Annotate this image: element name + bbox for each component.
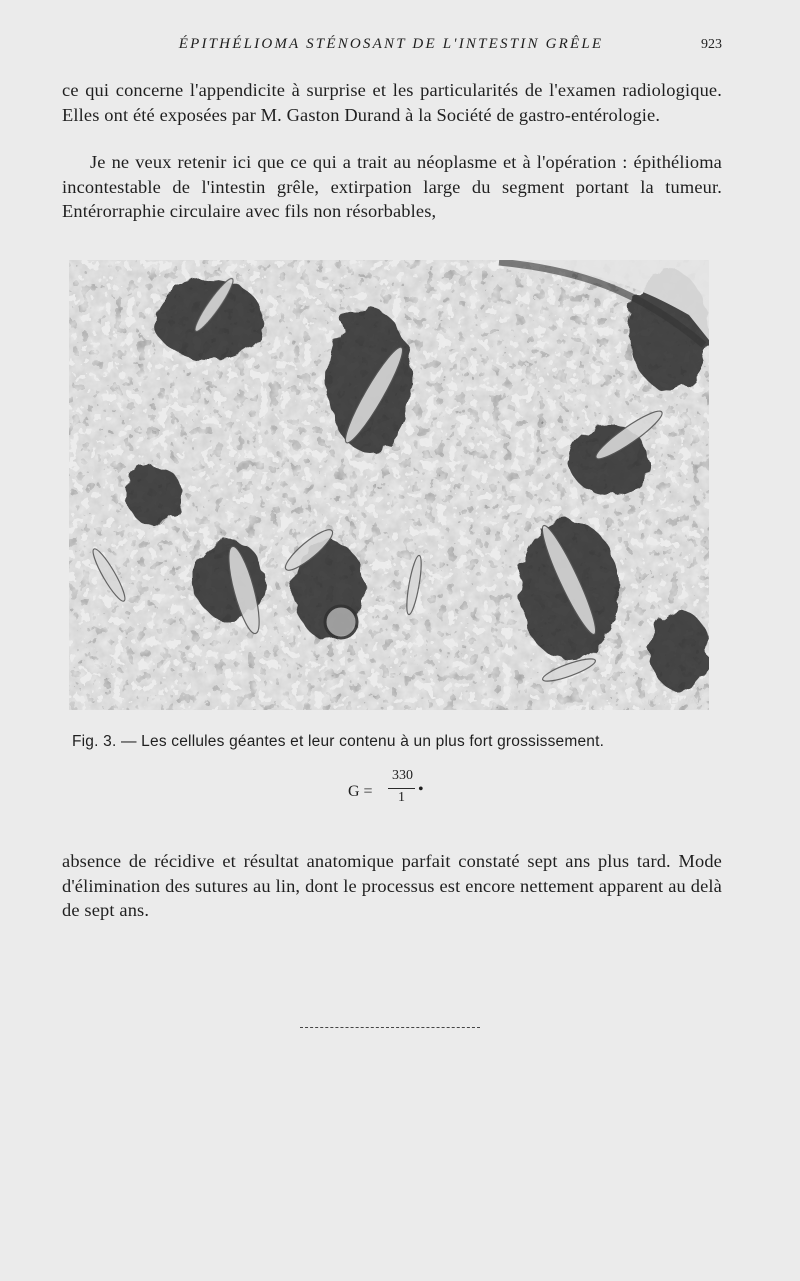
paragraph-3-text: absence de récidive et résultat anatomique parfait constaté sept ans plus tard. Mode d'élimination des sutures au lin, dont le processus est encore nettement apparent au delà de sept ans. — [62, 851, 722, 920]
section-end-rule — [300, 1027, 480, 1028]
formula-denominator: 1 — [398, 790, 405, 805]
running-title: ÉPITHÉLIOMA STÉNOSANT DE L'INTESTIN GRÊLE — [178, 36, 604, 52]
figure-caption: Fig. 3. — Les cellules géantes et leur contenu à un plus fort grossissement. — [72, 733, 605, 750]
paragraph-3 — [62, 849, 722, 923]
formula-numerator: 330 — [392, 768, 413, 783]
running-header — [60, 36, 722, 58]
paragraph-1 — [62, 78, 722, 127]
fraction-bar — [388, 788, 415, 789]
formula-lhs: G = — [348, 783, 373, 800]
paragraph-2-text: Je ne veux retenir ici que ce qui a trait au néoplasme et à l'opération : épithélioma incontestable de l'intestin grêle, extirpation large du segment portant la tumeur. Entérorraphie circulaire avec fils non résorbables, — [62, 152, 722, 221]
micrograph-figure — [69, 260, 709, 710]
paragraph-2 — [62, 150, 722, 224]
magnification-formula — [348, 770, 468, 820]
paragraph-1-text: ce qui concerne l'appendicite à surprise et les particularités de l'examen radiologique. Elles ont été exposées par M. Gaston Durand à la Société de gastro-entérologie. — [62, 80, 722, 125]
formula-dot: • — [418, 781, 424, 798]
engraver-signature: CH. DELVAL — [641, 696, 703, 706]
micrograph-image — [69, 260, 709, 710]
page-number: 923 — [701, 37, 722, 52]
